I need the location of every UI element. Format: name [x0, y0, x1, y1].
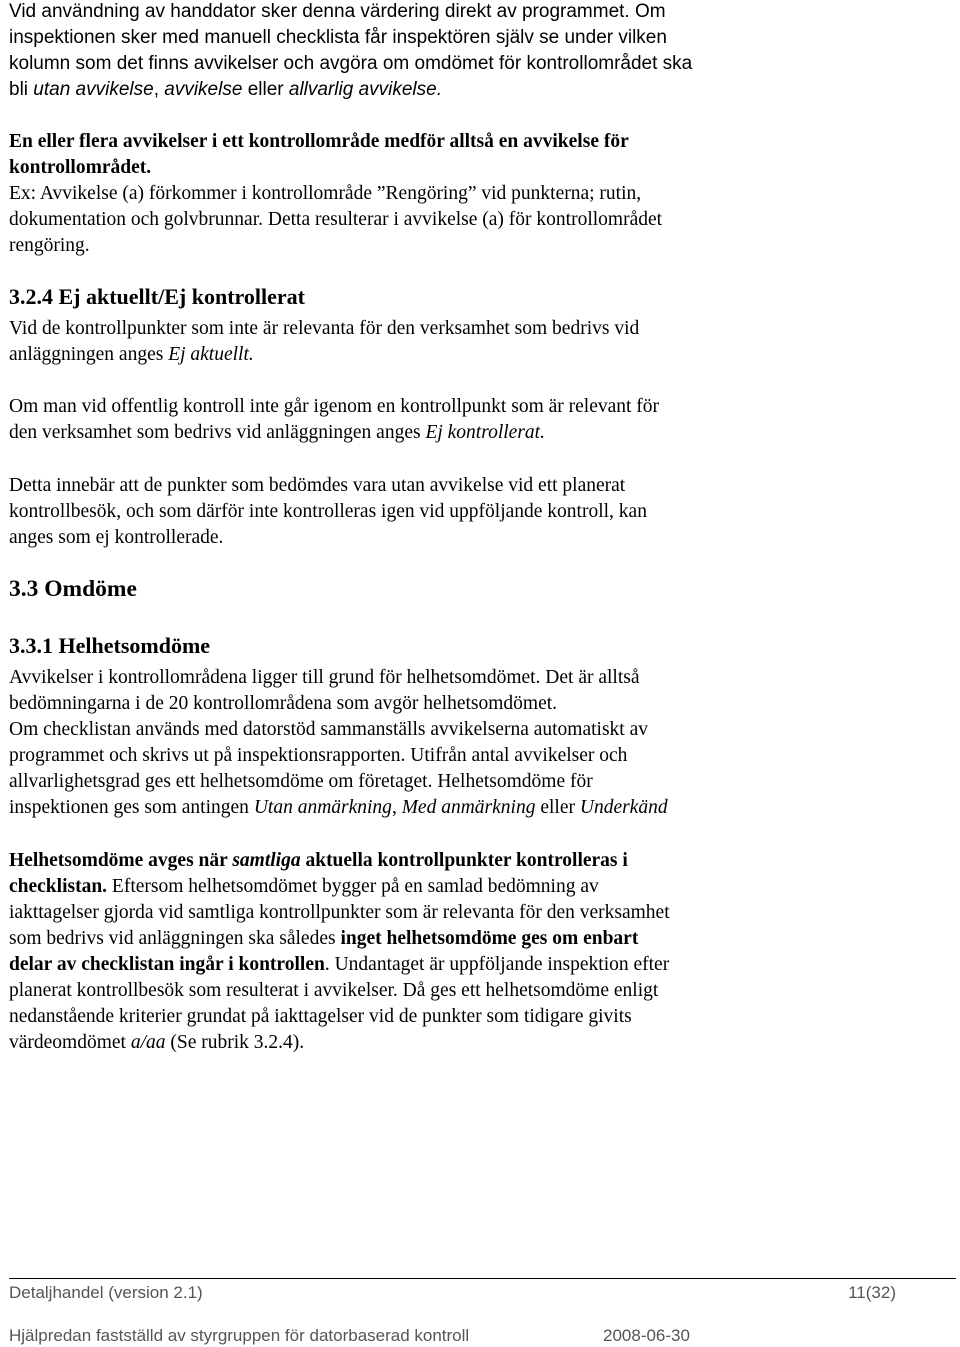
text: Eftersom helhetsomdömet bygger på en samlad bedömning av	[107, 876, 599, 897]
text: inspektionen ges som antingen	[9, 797, 254, 818]
text: ,	[153, 79, 165, 100]
section-324-p2	[9, 394, 954, 446]
section-heading-3-3: 3.3 Omdöme	[9, 576, 137, 602]
text-line: allvarlighetsgrad ges ett helhetsomdöme om företaget. Helhetsomdöme för	[9, 771, 593, 792]
text-line: anges som ej kontrollerade.	[9, 527, 224, 548]
text: ,	[391, 797, 402, 818]
text-line	[9, 952, 954, 978]
footer-approval-note: Hjälpredan fastställd av styrgruppen för datorbaserad kontroll	[9, 1326, 470, 1345]
intro-line: inspektionen sker med manuell checklista får inspektören själv se under vilken	[9, 27, 667, 48]
text-line: bedömningarna i de 20 kontrollområdena som avgör helhetsomdömet.	[9, 693, 558, 714]
text-line: iakttagelser gjorda vid samtliga kontrollpunkter som är relevanta för den verksamhet	[9, 902, 670, 923]
term-utan-avvikelse: utan avvikelse	[33, 79, 154, 100]
term-med-anmarkning: Med anmärkning	[401, 797, 536, 818]
text-line: Avvikelser i kontrollområdena ligger till grund för helhetsomdömet. Det är alltså	[9, 667, 640, 688]
term-underkand: Underkänd	[579, 797, 668, 818]
bold-italic-samtliga: samtliga	[232, 850, 301, 871]
bold-text: Helhetsomdöme avges när	[9, 850, 233, 871]
text-line: Om checklistan används med datorstöd sammanställs avvikelserna automatiskt av	[9, 719, 649, 740]
text-line	[9, 420, 954, 446]
intro-last-line	[9, 77, 954, 103]
text-line	[9, 926, 954, 952]
section-324-p3	[9, 473, 954, 551]
example-line: Ex: Avvikelse (a) förkommer i kontrollområde ”Rengöring” vid punkterna; rutin,	[9, 183, 642, 204]
footer-page-number: 11(32)	[848, 1283, 896, 1302]
example-line: rengöring.	[9, 235, 90, 256]
text: den verksamhet som bedrivs vid anläggningen anges	[9, 422, 426, 443]
bold-note	[9, 129, 954, 181]
term-allvarlig-avvikelse: allvarlig avvikelse.	[288, 79, 443, 100]
section-heading-3-2-4: 3.2.4 Ej aktuellt/Ej kontrollerat	[9, 284, 305, 309]
text-line	[9, 795, 954, 821]
bold-text: checklistan.	[9, 876, 108, 897]
text-line	[9, 874, 954, 900]
text-line	[9, 1030, 954, 1056]
text-line: Detta innebär att de punkter som bedömdes vara utan avvikelse vid ett planerat	[9, 475, 626, 496]
term-a-aa: a/aa	[130, 1032, 166, 1053]
text: . Undantaget är uppföljande inspektion efter	[324, 954, 670, 975]
text-line	[9, 848, 954, 874]
term-ej-aktuellt: Ej aktuellt.	[168, 344, 254, 365]
example-line: dokumentation och golvbrunnar. Detta resulterar i avvikelse (a) för kontrollområdet	[9, 209, 663, 230]
example-paragraph	[9, 181, 954, 259]
text-line: planerat kontrollbesök som resulterat i avvikelser. Då ges ett helhetsomdöme enligt	[9, 980, 659, 1001]
bold-text: inget helhetsomdöme ges om enbart	[340, 928, 639, 949]
text-line: Vid de kontrollpunkter som inte är relevanta för den verksamhet som bedrivs vid	[9, 318, 640, 339]
bold-text: delar av checklistan ingår i kontrollen	[9, 954, 325, 975]
section-324-p1	[9, 316, 954, 368]
bold-note-line: kontrollområdet.	[9, 157, 152, 178]
footer-divider	[9, 1278, 956, 1279]
text-line: nedanstående kriterier grundat på iakttagelser vid de punkter som tidigare givits	[9, 1006, 632, 1027]
text-line: Om man vid offentlig kontroll inte går igenom en kontrollpunkt som är relevant för	[9, 396, 660, 417]
text: eller	[535, 797, 580, 818]
term-utan-anmarkning: Utan anmärkning	[253, 797, 392, 818]
final-paragraph	[9, 848, 954, 1056]
text: anläggningen anges	[9, 344, 169, 365]
footer-date: 2008-06-30	[603, 1326, 690, 1345]
text-line: programmet och skrivs ut på inspektionsrapporten. Utifrån antal avvikelser och	[9, 745, 628, 766]
bold-note-line: En eller flera avvikelser i ett kontrollområde medför alltså en avvikelse för	[9, 131, 629, 152]
term-ej-kontrollerat: Ej kontrollerat.	[425, 422, 545, 443]
text: värdeomdömet	[9, 1032, 131, 1053]
text: som bedrivs vid anläggningen ska således	[9, 928, 341, 949]
text: (Se rubrik 3.2.4).	[165, 1032, 305, 1053]
text: eller	[242, 79, 289, 100]
section-331-body	[9, 665, 954, 821]
intro-paragraph	[9, 0, 954, 103]
intro-line: kolumn som det finns avvikelser och avgöra om omdömet för kontrollområdet ska	[9, 53, 693, 74]
footer-doc-title: Detaljhandel (version 2.1)	[9, 1283, 203, 1302]
text-line	[9, 342, 954, 368]
section-heading-3-3-1: 3.3.1 Helhetsomdöme	[9, 633, 211, 658]
text: bli	[9, 79, 34, 100]
text-line: kontrollbesök, och som därför inte kontrolleras igen vid uppföljande kontroll, kan	[9, 501, 647, 522]
term-avvikelse: avvikelse	[164, 79, 243, 100]
bold-text: aktuella kontrollpunkter kontrolleras i	[300, 850, 628, 871]
intro-line: Vid användning av handdator sker denna värdering direkt av programmet. Om	[9, 1, 666, 22]
